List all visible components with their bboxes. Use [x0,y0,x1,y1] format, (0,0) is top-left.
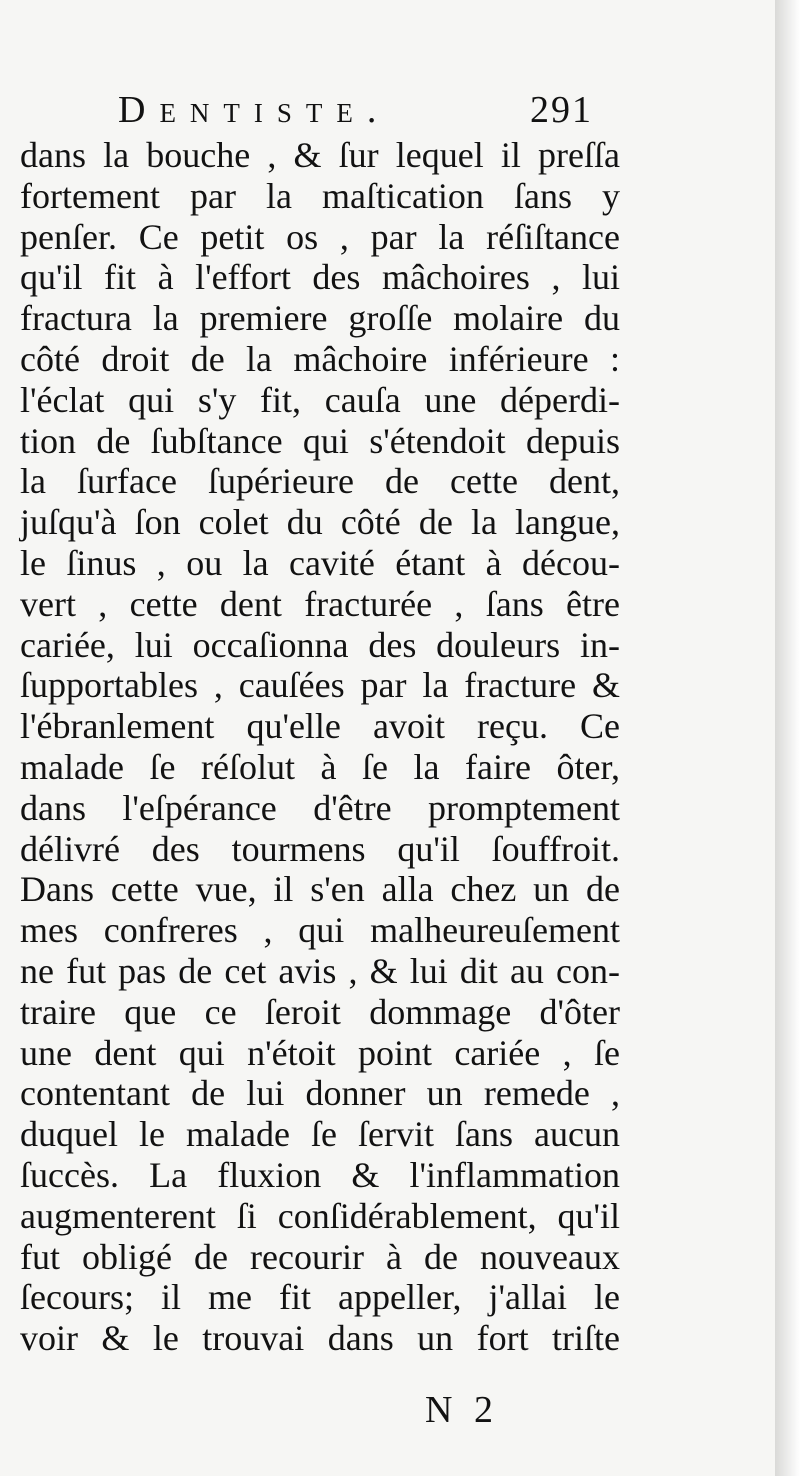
text-line: le ſinus , ou la cavité étant à décou- [20,542,620,583]
text-line: contentant de lui donner un remede , [20,1073,620,1114]
text-line: cariée, lui occaſionna des douleurs in- [20,624,620,665]
text-line: dans la bouche , & ſur lequel il preſſa [20,135,620,175]
text-line: tion de ſubſtance qui s'étendoit depuis [20,420,620,461]
text-line: l'éclat qui s'y fit, cauſa une déperdi- [20,379,620,420]
text-line: augmenterent ſi conſidérablement, qu'il [20,1195,620,1236]
signature-mark: N 2 [425,1389,499,1431]
text-line: Dans cette vue, il s'en alla chez un de [20,869,620,910]
text-line: ſupportables , cauſées par la fracture & [20,665,620,706]
page-edge [775,0,800,1476]
text-line: malade ſe réſolut à ſe la faire ôter, [20,746,620,787]
text-line: mes confreres , qui malheureuſement [20,910,620,951]
running-head: Dentiste. [118,89,391,131]
page-header [0,88,775,138]
text-line: fortement par la maſtication ſans y [20,175,620,216]
text-line: qu'il fit à l'effort des mâchoires , lui [20,257,620,298]
text-line: vert , cette dent fracturée , ſans être [20,583,620,624]
text-line: côté droit de la mâchoire inférieure : [20,338,620,379]
text-line: juſqu'à ſon colet du côté de la langue, [20,502,620,543]
text-line: duquel le malade ſe ſervit ſans aucun [20,1114,620,1155]
text-line: la ſurface ſupérieure de cette dent, [20,461,620,502]
text-line: dans l'eſpérance d'être promptement [20,787,620,828]
text-line: traire que ce ſeroit dommage d'ôter [20,991,620,1032]
text-line: délivré des tourmens qu'il ſouffroit. [20,828,620,869]
text-line: fut obligé de recourir à de nouveaux [20,1236,620,1277]
text-line: voir & le trouvai dans un fort triſte [20,1318,620,1359]
body-text [20,135,620,1359]
text-line: l'ébranlement qu'elle avoit reçu. Ce [20,706,620,747]
text-line: fractura la premiere groſſe molaire du [20,298,620,339]
page-number: 291 [530,89,593,131]
text-line: penſer. Ce petit os , par la réſiſtance [20,216,620,257]
text-line: ſecours; il me fit appeller, j'allai le [20,1277,620,1318]
text-line: une dent qui n'étoit point cariée , ſe [20,1032,620,1073]
text-line: ſuccès. La fluxion & l'inflammation [20,1154,620,1195]
text-line: ne fut pas de cet avis , & lui dit au con- [20,950,620,991]
